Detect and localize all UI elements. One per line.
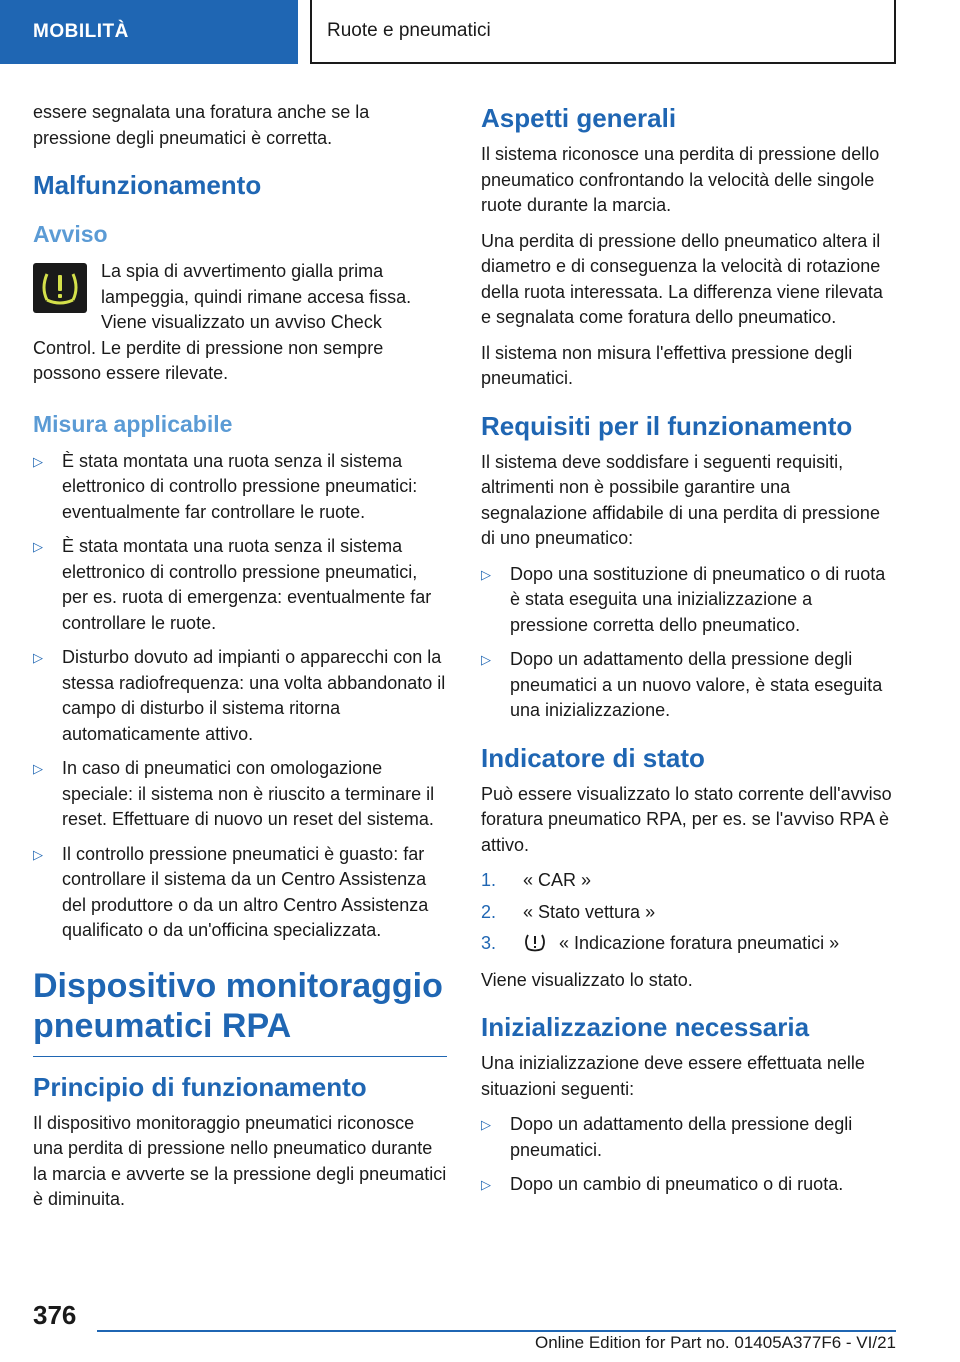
list-item: ▷ Dopo un adattamento della pressione degli pneumatici. [481,1114,853,1160]
avviso-block [33,259,447,387]
list-item: ▷ Dopo una sostituzione di pneumatico o di ruota è stata eseguita una inizializzazione a pressione corretta dello pneumatico. [481,563,886,635]
malfunction-heading: Malfunzionamento [33,170,262,200]
list-item: ▷ Dopo un cambio di pneumatico o di ruota. [481,1172,893,1198]
list-item: ▷ È stata montata una ruota senza il sistema elettronico di controllo pressione pneumatici: eventualmente far controllare le ruote. [33,450,418,522]
list-item: ▷ Il controllo pressione pneumatici è guasto: far controllare il sistema da un Centro Assistenza del produttore o da un altro Centro Assistenza qualificato o da un'officina specializzata. [33,843,429,940]
misura-list [33,449,447,944]
requisiti-text: Il sistema deve soddisfare i seguenti requisiti, altrimenti non è possibile garantire una segnalazione affidabile di una perdita di pressione di uno pneumatico: [481,451,880,548]
chapter-title: MOBILITÀ [33,21,129,42]
right-column [481,100,893,1208]
triangle-right-icon: ▷ [33,539,43,554]
list-item: ▷ È stata montata una ruota senza il sistema elettronico di controllo pressione pneumatici, per es. ruota di emergenza: eventualmente far controllare le ruote. [33,536,432,633]
tire-pressure-warning-icon [33,263,87,313]
step-number: 2. [481,901,497,922]
triangle-right-icon: ▷ [481,1117,491,1132]
page-number: 376 [33,1300,77,1330]
steps-result: Viene visualizzato lo stato. [481,969,693,990]
triangle-right-icon: ▷ [481,1177,491,1192]
step-number: 1. [481,870,497,890]
list-item: ▷ In caso di pneumatici con omologazione speciale: il sistema non è riuscito a terminare il reset. Effettuare di nuovo un reset del sistema. [33,758,435,829]
step-text: « Stato vettura » [523,901,656,922]
aspetti-paragraph-2: Una perdita di pressione dello pneumatico altera il diametro e di conseguenza la velocità di rotazione della ruota interessata. La differenza viene rilevata e segnalata come foratura dello pneumatico. [481,230,883,327]
requisiti-heading: Requisiti per il funzionamento [481,410,853,441]
step-text: « CAR » [523,870,592,890]
aspetti-heading: Aspetti generali [481,103,677,133]
requisiti-list [481,562,893,724]
init-heading: Inizializzazione necessaria [481,1012,810,1042]
step-item [481,868,893,894]
footer-divider [97,1330,896,1332]
list-item: ▷ Dopo un adattamento della pressione degli pneumatici a un nuovo valore, è stata eseguita una inizializzazione. [481,649,883,720]
left-column [33,100,447,1223]
indicatore-text: Può essere visualizzato lo stato corrente dell'avviso foratura pneumatico RPA, per es. se l'avviso RPA è attivo. [481,783,892,855]
triangle-right-icon: ▷ [481,566,491,582]
rpa-heading: Dispositivo monitoraggio pneumatici RPA [33,966,447,1057]
section-title: Ruote e pneumatici [327,20,491,41]
list-item: ▷ Disturbo dovuto ad impianti o apparecchi con la stessa radiofrequenza: una volta abbandonato il campo di disturbo il sistema ritorna automaticamente attivo. [33,647,446,744]
aspetti-paragraph-3: Il sistema non misura l'effettiva pressione degli pneumatici. [481,342,853,388]
aspetti-paragraph-1: Il sistema riconosce una perdita di pressione dello pneumatico confrontando la velocità delle singole ruote durante la marcia. [481,144,880,215]
triangle-right-icon: ▷ [33,761,43,776]
section-header [310,0,896,64]
steps-list [481,868,893,960]
triangle-right-icon: ▷ [481,652,491,667]
chapter-tab [0,0,298,64]
triangle-right-icon: ▷ [33,453,43,469]
triangle-right-icon: ▷ [33,650,43,665]
indicatore-heading: Indicatore di stato [481,742,705,773]
step-text: « Indicazione foratura pneumatici » [559,933,840,953]
init-text: Una inizializzazione deve essere effettuata nelle situazioni seguenti: [481,1053,865,1099]
triangle-right-icon: ▷ [33,846,43,862]
tire-pressure-icon [523,932,547,960]
init-list [481,1112,893,1198]
step-item [481,931,893,960]
principio-heading: Principio di funzionamento [33,1071,367,1102]
step-number: 3. [481,933,497,953]
avviso-heading: Avviso [33,221,108,247]
principio-text: Il dispositivo monitoraggio pneumatici riconosce una perdita di pressione nello pneumatico durante la marcia e avverte se la pressione degli pneumatici è diminuita. [33,1112,447,1209]
edition-info: Online Edition for Part no. 01405A377F6 - VI/21 [534,1333,896,1352]
avviso-text: La spia di avvertimento gialla prima lampeggia, quindi rimane accesa fissa. Viene visualizzato un avviso Check Control. Le perdite di pressione non sempre possono essere rilevate. [33,261,412,383]
intro-paragraph: essere segnalata una foratura anche se la pressione degli pneumatici è corretta. [33,102,370,148]
misura-heading: Misura applicabile [33,410,233,437]
step-item [481,900,893,926]
